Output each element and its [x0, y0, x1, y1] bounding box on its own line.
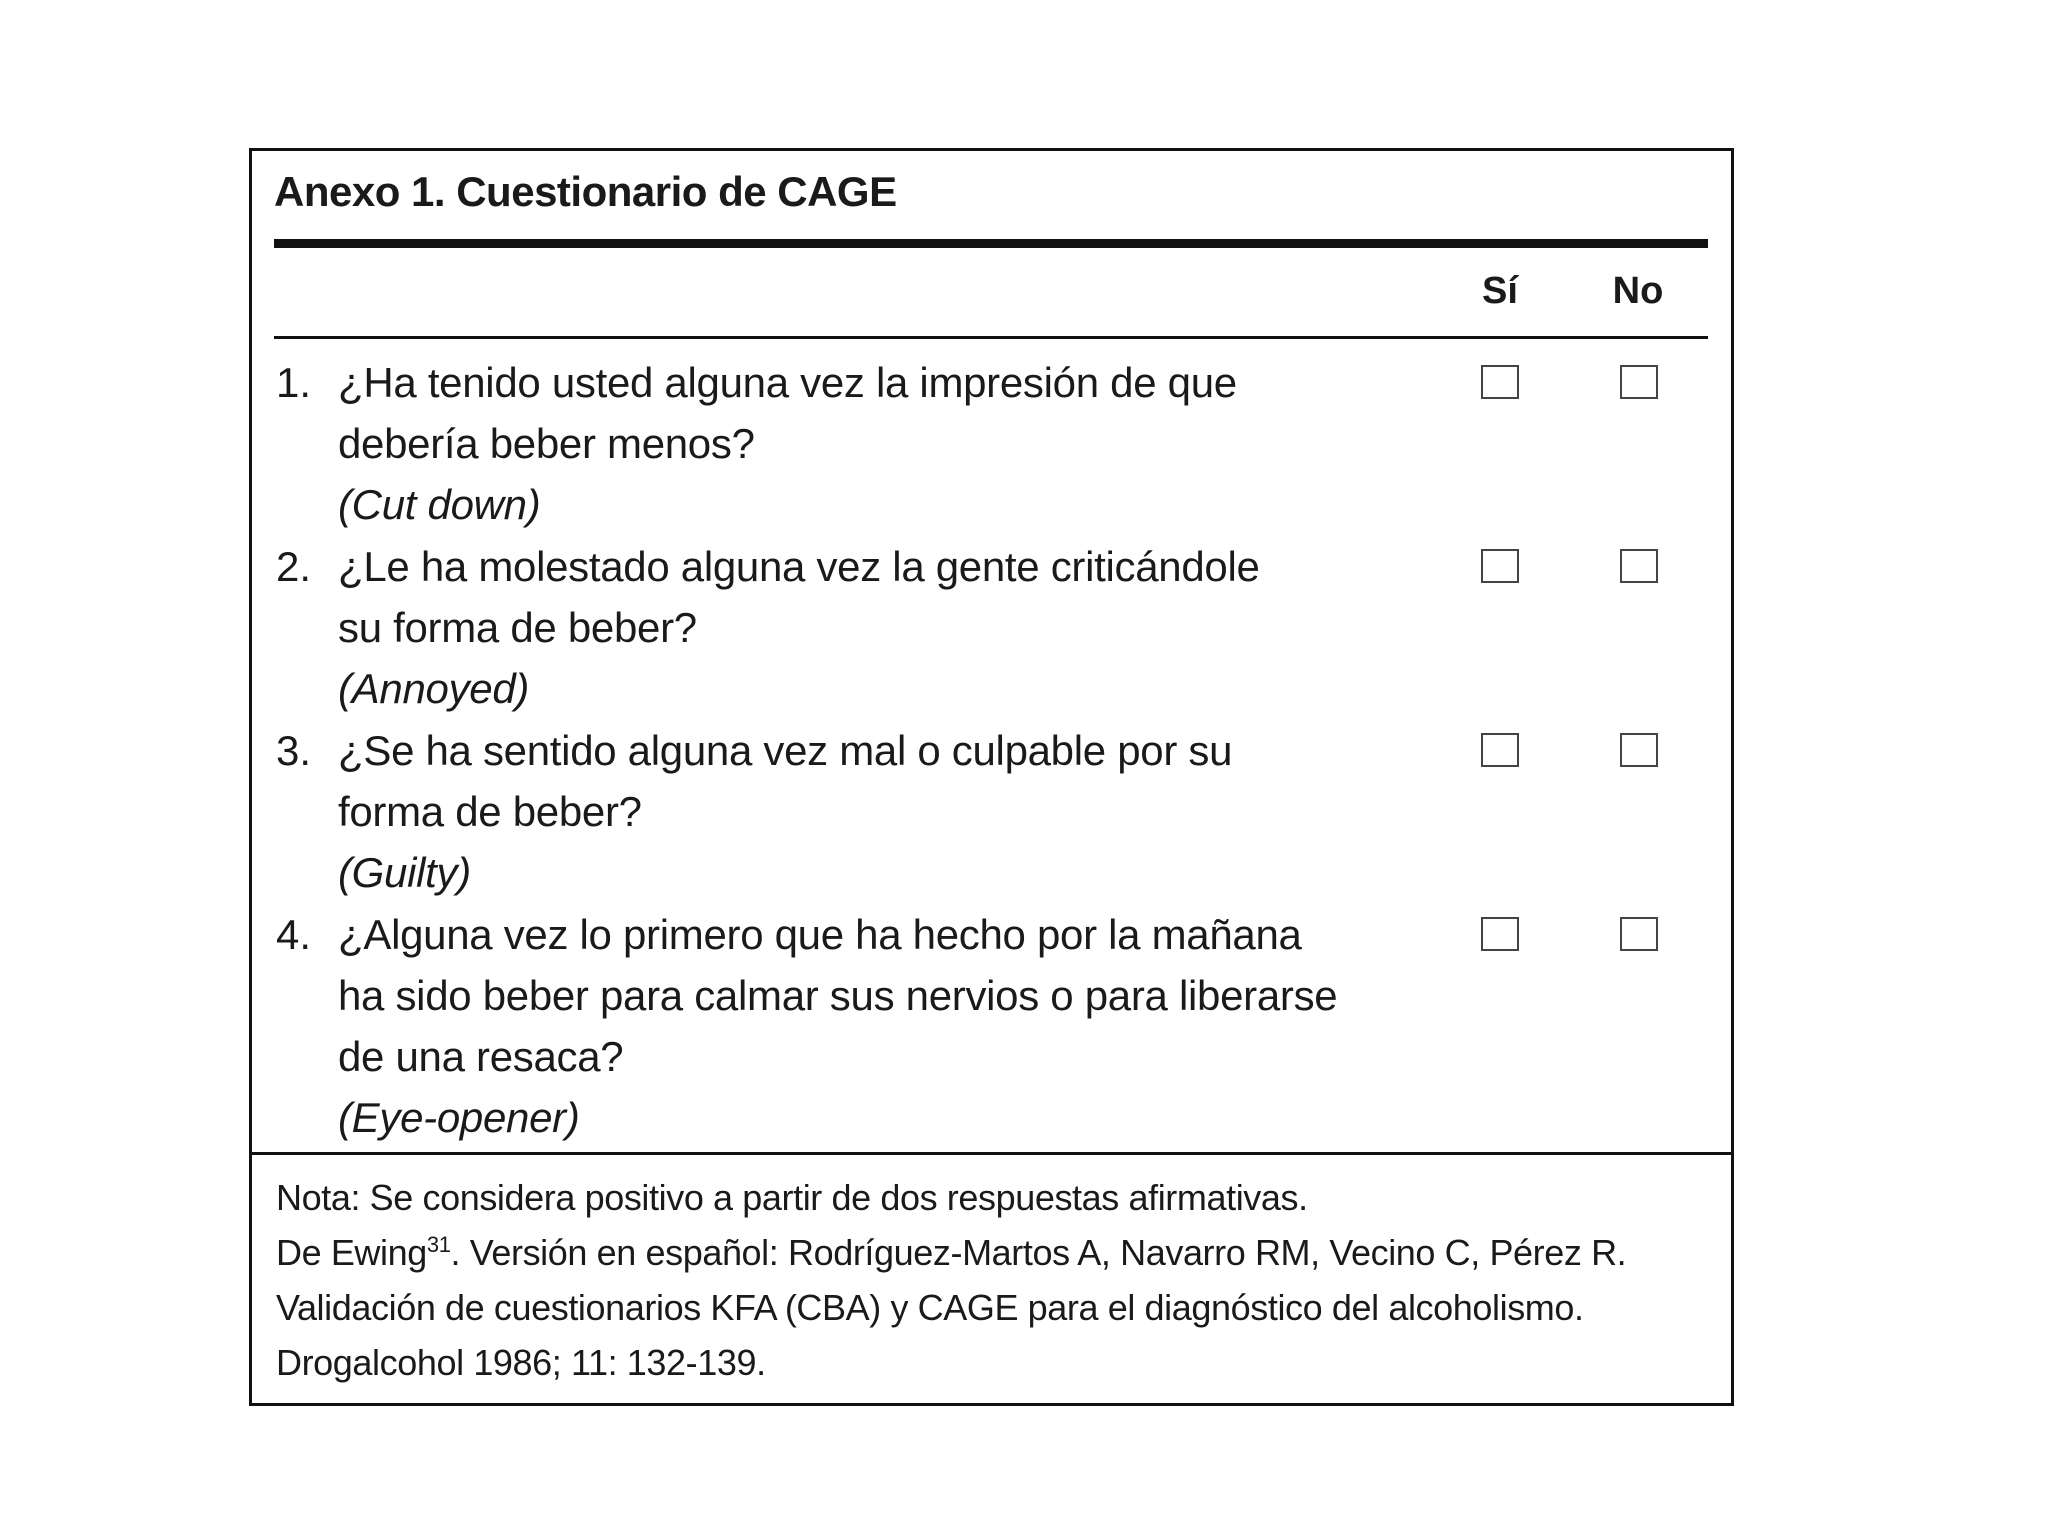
question-4-si-checkbox[interactable] — [1481, 917, 1519, 951]
question-3-line-1: ¿Se ha sentido alguna vez mal o culpable por su — [338, 727, 1233, 774]
note-line-1: Nota: Se considera positivo a partir de dos respuestas afirmativas. — [276, 1177, 1308, 1218]
reference-superscript: 31 — [426, 1232, 451, 1257]
column-header-no: No — [1612, 270, 1664, 312]
note-line-2-start: De Ewing — [276, 1232, 427, 1273]
question-2-english: (Annoyed) — [338, 665, 530, 712]
column-header-si: Sí — [1482, 270, 1518, 312]
note-line-3: Validación de cuestionarios KFA (CBA) y CAGE para el diagnóstico del alcoholismo. — [276, 1287, 1584, 1328]
question-4-no-checkbox[interactable] — [1620, 917, 1658, 951]
note-rule — [249, 1152, 1734, 1155]
question-3-no-checkbox[interactable] — [1620, 733, 1658, 767]
question-2-line-2: su forma de beber? — [338, 604, 697, 651]
question-2-text — [338, 536, 1438, 719]
question-1-si-checkbox[interactable] — [1481, 365, 1519, 399]
question-3-english: (Guilty) — [338, 849, 471, 896]
question-2-number: 2. — [276, 543, 312, 590]
question-2-line-1: ¿Le ha molestado alguna vez la gente criticándole — [338, 543, 1260, 590]
footnote — [276, 1170, 1716, 1390]
question-3-line-2: forma de beber? — [338, 788, 642, 835]
question-3-si-checkbox[interactable] — [1481, 733, 1519, 767]
question-4-line-2: ha sido beber para calmar sus nervios o para liberarse — [338, 972, 1338, 1019]
question-4-line-1: ¿Alguna vez lo primero que ha hecho por la mañana — [338, 911, 1302, 958]
question-4-line-3: de una resaca? — [338, 1033, 624, 1080]
question-1-number: 1. — [276, 359, 312, 406]
question-4-number: 4. — [276, 911, 312, 958]
question-2-no-checkbox[interactable] — [1620, 549, 1658, 583]
question-3-text — [338, 720, 1438, 903]
header-rule — [274, 336, 1708, 339]
question-1-english: (Cut down) — [338, 481, 541, 528]
question-4-english: (Eye-opener) — [338, 1094, 580, 1141]
question-1-line-2: debería beber menos? — [338, 420, 755, 467]
question-1-line-1: ¿Ha tenido usted alguna vez la impresión de que — [338, 359, 1237, 406]
question-1-text — [338, 352, 1438, 535]
note-line-2 — [276, 1225, 1716, 1280]
note-line-2-end: . Versión en español: Rodríguez-Martos A, Navarro RM, Vecino C, Pérez R. — [450, 1232, 1627, 1273]
question-3-number: 3. — [276, 727, 312, 774]
table-title: Anexo 1. Cuestionario de CAGE — [274, 168, 897, 215]
question-2-si-checkbox[interactable] — [1481, 549, 1519, 583]
title-rule — [274, 239, 1708, 248]
question-1-no-checkbox[interactable] — [1620, 365, 1658, 399]
question-4-text — [338, 904, 1438, 1148]
note-line-4: Drogalcohol 1986; 11: 132-139. — [276, 1342, 766, 1383]
